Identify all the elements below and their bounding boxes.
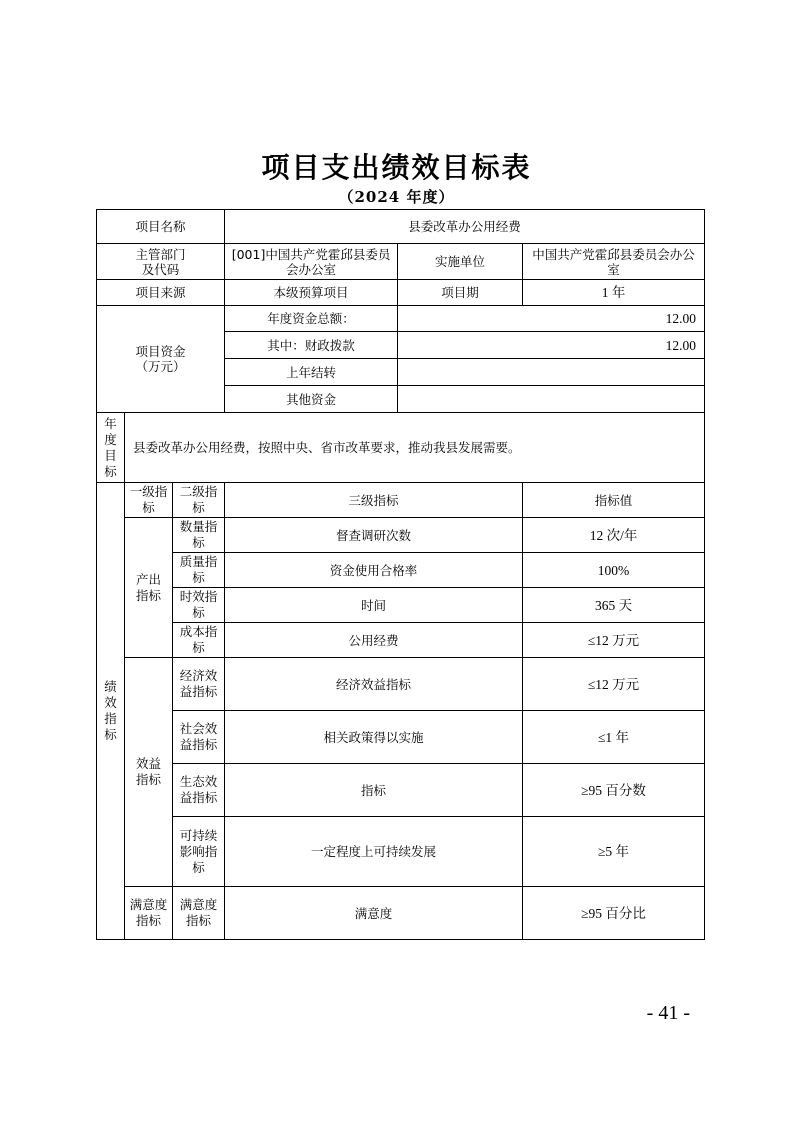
row-funds-total bbox=[97, 306, 705, 332]
year-subtitle: （2024 年度） bbox=[338, 188, 455, 206]
page-number: - 41 - bbox=[646, 1002, 690, 1024]
row-output-timeliness bbox=[97, 588, 705, 623]
level2-cell: 满意度指标 bbox=[173, 887, 225, 940]
output-label-text: 产出指标 bbox=[135, 571, 161, 603]
funds-row-label: 上年结转 bbox=[225, 359, 398, 386]
impl-unit-label: 实施单位 bbox=[398, 244, 523, 280]
performance-goal-table bbox=[96, 209, 705, 940]
row-output-quantity bbox=[97, 518, 705, 553]
row-benefit-social bbox=[97, 711, 705, 764]
annual-goal-label: 年度目标 bbox=[97, 413, 125, 483]
level3-cell: 满意度 bbox=[225, 887, 523, 940]
value-cell: ≤12 万元 bbox=[523, 623, 705, 658]
source-value: 本级预算项目 bbox=[225, 280, 398, 306]
value-cell: 12 次/年 bbox=[523, 518, 705, 553]
funds-row-value: 12.00 bbox=[398, 306, 705, 332]
funds-row-value bbox=[398, 386, 705, 413]
impl-unit-text: 中国共产党霍邱县委员会办公室 bbox=[532, 246, 695, 277]
dept-value-text: [001]中国共产党霍邱县委员会办公室 bbox=[231, 246, 391, 277]
funds-row-value: 12.00 bbox=[398, 332, 705, 359]
page-title: 项目支出绩效目标表 bbox=[261, 151, 532, 184]
row-benefit-ecological bbox=[97, 764, 705, 817]
value-cell: ≤1 年 bbox=[523, 711, 705, 764]
satisfaction-label: 满意度指标 bbox=[125, 887, 173, 940]
row-project-name bbox=[97, 210, 705, 244]
level3-cell: 经济效益指标 bbox=[225, 658, 523, 711]
dept-label bbox=[97, 244, 225, 280]
period-value: 1 年 bbox=[523, 280, 705, 306]
level2-cell: 成本指标 bbox=[173, 623, 225, 658]
value-cell: 100% bbox=[523, 553, 705, 588]
value-cell: ≥95 百分比 bbox=[523, 887, 705, 940]
benefit-label-text: 效益指标 bbox=[135, 756, 161, 787]
col-level1: 一级指标 bbox=[125, 483, 173, 518]
impl-unit-value bbox=[523, 244, 705, 280]
funds-row-value bbox=[398, 359, 705, 386]
row-annual-goal bbox=[97, 413, 705, 483]
level2-cell: 质量指标 bbox=[173, 553, 225, 588]
row-benefit-economic bbox=[97, 658, 705, 711]
benefit-label bbox=[125, 658, 173, 887]
funds-row-label: 年度资金总额： bbox=[225, 306, 398, 332]
level3-cell: 督查调研次数 bbox=[225, 518, 523, 553]
value-cell: ≥95 百分数 bbox=[523, 764, 705, 817]
level2-cell: 生态效益指标 bbox=[173, 764, 225, 817]
period-label: 项目期 bbox=[398, 280, 523, 306]
row-output-cost bbox=[97, 623, 705, 658]
level2-cell: 时效指标 bbox=[173, 588, 225, 623]
level2-cell: 社会效益指标 bbox=[173, 711, 225, 764]
row-department bbox=[97, 244, 705, 280]
level3-cell: 资金使用合格率 bbox=[225, 553, 523, 588]
row-indicator-header bbox=[97, 483, 705, 518]
level2-cell: 可持续影响指标 bbox=[173, 817, 225, 887]
project-name-label: 项目名称 bbox=[97, 210, 225, 244]
dept-value bbox=[225, 244, 398, 280]
value-cell: 365 天 bbox=[523, 588, 705, 623]
row-source bbox=[97, 280, 705, 306]
level2-cell: 数量指标 bbox=[173, 518, 225, 553]
level3-cell: 相关政策得以实施 bbox=[225, 711, 523, 764]
col-level3: 三级指标 bbox=[225, 483, 523, 518]
funds-label bbox=[97, 306, 225, 413]
funds-row-label: 其他资金 bbox=[225, 386, 398, 413]
annual-goal-text: 县委改革办公用经费，按照中央、省市改革要求，推动我县发展需要。 bbox=[125, 413, 705, 483]
level3-cell: 公用经费 bbox=[225, 623, 523, 658]
source-label: 项目来源 bbox=[97, 280, 225, 306]
project-name-value: 县委改革办公用经费 bbox=[225, 210, 705, 244]
indicators-label: 绩效指标 bbox=[97, 483, 125, 940]
value-cell: ≤12 万元 bbox=[523, 658, 705, 711]
level3-cell: 一定程度上可持续发展 bbox=[225, 817, 523, 887]
funds-row-label: 其中：财政拨款 bbox=[225, 332, 398, 359]
value-cell: ≥5 年 bbox=[523, 817, 705, 887]
col-level2: 二级指标 bbox=[173, 483, 225, 518]
dept-label-text: 主管部门及代码 bbox=[135, 246, 186, 277]
level2-cell: 经济效益指标 bbox=[173, 658, 225, 711]
col-value: 指标值 bbox=[523, 483, 705, 518]
funds-label-text: 项目资金（万元） bbox=[135, 344, 186, 374]
row-benefit-sustainable bbox=[97, 817, 705, 887]
row-satisfaction bbox=[97, 887, 705, 940]
level3-cell: 指标 bbox=[225, 764, 523, 817]
level3-cell: 时间 bbox=[225, 588, 523, 623]
row-output-quality bbox=[97, 553, 705, 588]
output-label bbox=[125, 518, 173, 658]
